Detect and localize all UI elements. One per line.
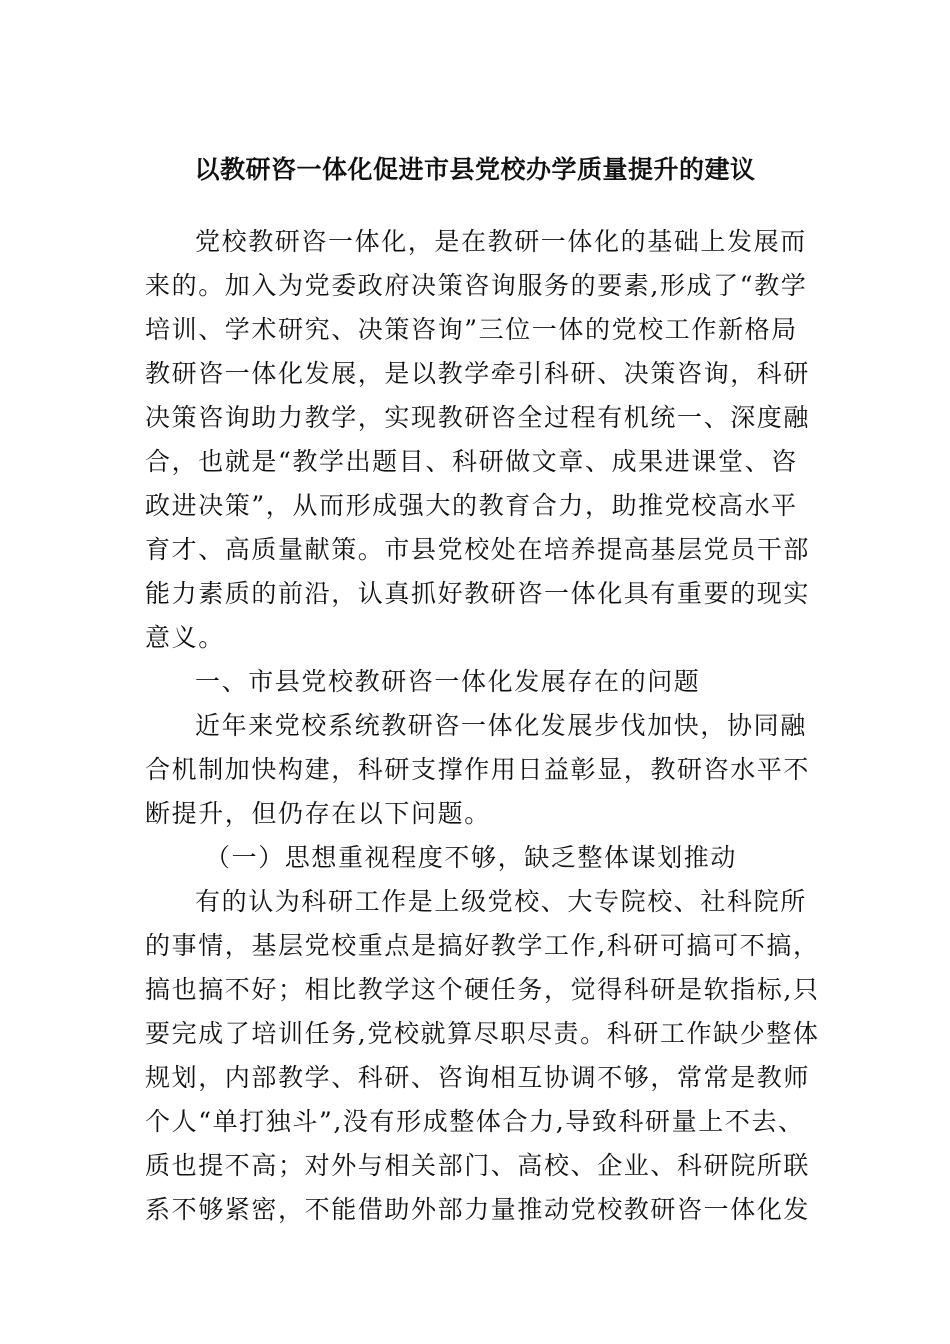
paragraph-line: 意义。	[145, 623, 225, 652]
paragraph-line: 近年来党校系统教研咨一体化发展步伐加快，协同融	[195, 711, 807, 740]
paragraph-line: 断提升，但仍存在以下问题。	[145, 799, 491, 828]
paragraph-line: 决策咨询助力教学，实现教研咨全过程有机统一、深度融	[145, 403, 811, 432]
paragraph-line: 来的。加入为党委政府决策咨询服务的要素,形成了“教学	[145, 271, 808, 300]
paragraph-line: 育才、高质量献策。市县党校处在培养提高基层党员干部	[145, 535, 811, 564]
paragraph-line: 搞也搞不好；相比教学这个硬任务，觉得科研是软指标,只	[145, 975, 820, 1004]
paragraph-line: 合机制加快构建，科研支撑作用日益彰显，教研咨水平不	[145, 755, 811, 784]
paragraph-line: 政进决策”，从而形成强大的教育合力，助推党校高水平	[145, 491, 798, 520]
paragraph-line: 党校教研咨一体化，是在教研一体化的基础上发展而	[195, 227, 807, 256]
paragraph-line: 教研咨一体化发展，是以教学牵引科研、决策咨询，科研	[145, 359, 811, 388]
paragraph-line: 要完成了培训任务,党校就算尽职尽责。科研工作缺少整体	[145, 1019, 820, 1048]
paragraph-line: 质也提不高；对外与相关部门、高校、企业、科研院所联	[145, 1151, 811, 1180]
subsection-heading: （一）思想重视程度不够，缺乏整体谋划推动	[205, 843, 738, 872]
paragraph-line: 有的认为科研工作是上级党校、大专院校、社科院所	[195, 887, 807, 916]
paragraph-line: 个人“单打独斗”,没有形成整体合力,导致科研量上不去、	[145, 1107, 805, 1136]
document-title: 以教研咨一体化促进市县党校办学质量提升的建议	[194, 155, 756, 184]
section-heading: 一、市县党校教研咨一体化发展存在的问题	[195, 667, 701, 696]
paragraph-line: 的事情，基层党校重点是搞好教学工作,科研可搞可不搞，	[145, 931, 820, 960]
paragraph-line: 培训、学术研究、决策咨询”三位一体的党校工作新格局	[145, 315, 798, 344]
paragraph-line: 规划，内部教学、科研、咨询相互协调不够，常常是教师	[145, 1063, 811, 1092]
paragraph-line: 能力素质的前沿，认真抓好教研咨一体化具有重要的现实	[145, 579, 811, 608]
paragraph-line: 合，也就是“教学出题目、科研做文章、成果进课堂、咨	[145, 447, 798, 476]
paragraph-line: 系不够紧密，不能借助外部力量推动党校教研咨一体化发	[145, 1195, 811, 1224]
